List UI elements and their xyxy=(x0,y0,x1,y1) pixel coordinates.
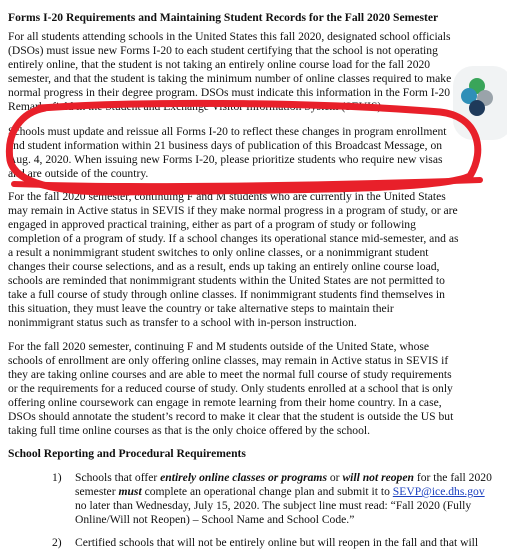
text-line: normal progress in their degree program. DSOs must indicate this information in the Form I-20 xyxy=(8,86,451,99)
section-heading: School Reporting and Procedural Requirements xyxy=(8,447,246,460)
list-number: 2) xyxy=(52,536,62,549)
text-line: Aug. 4, 2020. When issuing new Forms I-20, please prioritize students who require new visas xyxy=(8,153,443,166)
text-line: and are outside of the country. xyxy=(8,167,149,180)
text-line: semester, and that the student is taking the minimum number of online classes required to make xyxy=(8,72,452,85)
text-line: completion of a program of study. If a school changes its operational stance mid-semester, and as xyxy=(8,232,459,245)
text-line: DSOs should annotate the student’s record to make it clear that the student is outside the US but xyxy=(8,410,454,423)
text-line: Remarks field in the Student and Exchange Visitor Information System (SEVIS). xyxy=(8,100,385,113)
text-line: Certified schools that will not be entirely online but will reopen in the fall and that will xyxy=(75,536,479,549)
text-line: changes their course selections, and as a result, ends up taking an entirely online course load, xyxy=(8,260,440,273)
text-line: semester must complete an operational change plan and submit it to SEVP@ice.dhs.gov xyxy=(75,485,485,498)
text-line: or the requirements for a reduced course of study. Only students enrolled at a school that is only xyxy=(8,382,453,395)
text-line: Schools must update and reissue all Forms I-20 to reflect these changes in program enrollment xyxy=(8,125,447,138)
text-line: schools are reminded that nonimmigrant students within the United States are not permitted to xyxy=(8,274,445,287)
text-line: and student information within 21 business days of publication of this Broadcast Message, on xyxy=(8,139,443,152)
text-line: a result a nonimmigrant student switches to only online classes, or a nonimmigrant student xyxy=(8,246,429,259)
text-line: For the fall 2020 semester, continuing F and M students who are currently in the United States xyxy=(8,190,446,203)
text-line: schools of enrollment are only offering online classes, may remain in Active status in SEVIS if xyxy=(8,354,449,367)
text-line: Schools that offer entirely online classes or programs or will not reopen for the fall 2020 xyxy=(75,471,492,484)
page-title: Forms I-20 Requirements and Maintaining Student Records for the Fall 2020 Semester xyxy=(8,11,439,24)
text-line: For all students attending schools in the United States this fall 2020, designated school officials xyxy=(8,30,451,43)
email-link[interactable]: SEVP@ice.dhs.gov xyxy=(392,485,485,498)
logo-icon xyxy=(447,60,507,144)
list-number: 1) xyxy=(52,471,62,484)
text-line: this situation, they must leave the country or take alternative steps to maintain their xyxy=(8,302,394,315)
text-line: take a full course of study through online classes. If nonimmigrant students find themselves in xyxy=(8,288,445,301)
text-line: Online/Will not Reopen) – School Name and School Code.” xyxy=(75,513,355,526)
text-line: (DSOs) must issue new Forms I-20 to each student certifying that the school is not operating xyxy=(8,44,438,57)
text-line: they are taking online courses and are able to meet the normal full course of study requirements xyxy=(8,368,452,381)
text-line: engaged in approved practical training, either as part of a program of study or following xyxy=(8,218,416,231)
text-line: entirely online, that the student is not taking an entirely online course load for the fall 2020 xyxy=(8,58,431,71)
text-line: offering online coursework can engage in remote learning from their home country. In a case, xyxy=(8,396,442,409)
text-line: may remain in Active status in SEVIS if they make normal progress in a program of study, or are xyxy=(8,204,458,217)
text-line: no later than Wednesday, July 15, 2020. The subject line must read: “Fall 2020 (Fully xyxy=(75,499,472,512)
text-line: nonimmigrant status such as transfer to a school with in-person instruction. xyxy=(8,316,357,329)
text-line: taking full time online courses as that is the only choice offered by the school. xyxy=(8,424,370,437)
text-line: For the fall 2020 semester, continuing F and M students outside of the United State, whose xyxy=(8,340,430,353)
